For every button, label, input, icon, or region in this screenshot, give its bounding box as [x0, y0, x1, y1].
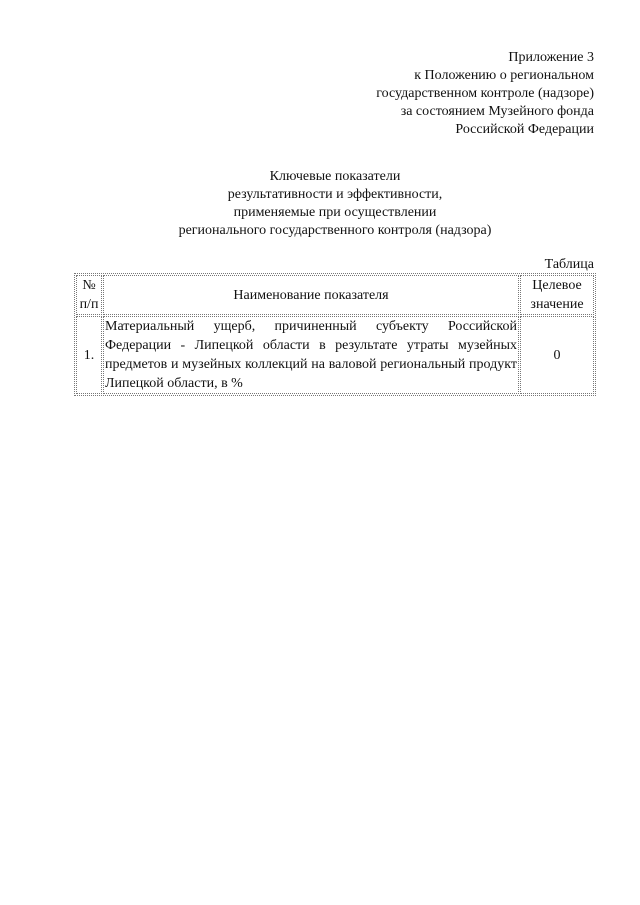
- title-line: результативности и эффективности,: [227, 187, 443, 202]
- appendix-reference: [234, 49, 594, 139]
- header-target-value: [520, 275, 594, 315]
- appendix-line: Российской Федерации: [455, 122, 594, 137]
- indicators-table: [74, 273, 596, 396]
- appendix-line: к Положению о региональном: [414, 68, 594, 83]
- row-target-value: 0: [520, 316, 594, 394]
- header-target-line2: значение: [530, 297, 584, 312]
- row-number: 1.: [76, 316, 102, 394]
- header-number-line2: п/п: [79, 297, 99, 312]
- table-row: [76, 316, 594, 394]
- header-number: [76, 275, 102, 315]
- appendix-line: государственном контроле (надзоре): [376, 86, 594, 101]
- title-line: регионального государственного контроля (надзора): [178, 223, 492, 238]
- appendix-line: Приложение 3: [508, 50, 594, 65]
- header-target-line1: Целевое: [532, 278, 582, 293]
- table-label: Таблица: [544, 257, 594, 272]
- header-number-line1: №: [82, 278, 96, 293]
- appendix-line: за состоянием Музейного фонда: [400, 104, 594, 119]
- table-header-row: [76, 275, 594, 315]
- document-title: [0, 168, 640, 240]
- header-indicator-name: Наименование показателя: [103, 275, 519, 315]
- title-line: Ключевые показатели: [269, 169, 401, 184]
- title-line: применяемые при осуществлении: [233, 205, 437, 220]
- row-indicator-name: Материальный ущерб, причиненный субъекту Российской Федерации - Липецкой области в результате утраты музейных предметов и музейных коллекций на валовой региональный продукт Липецкой области, в %: [103, 316, 519, 394]
